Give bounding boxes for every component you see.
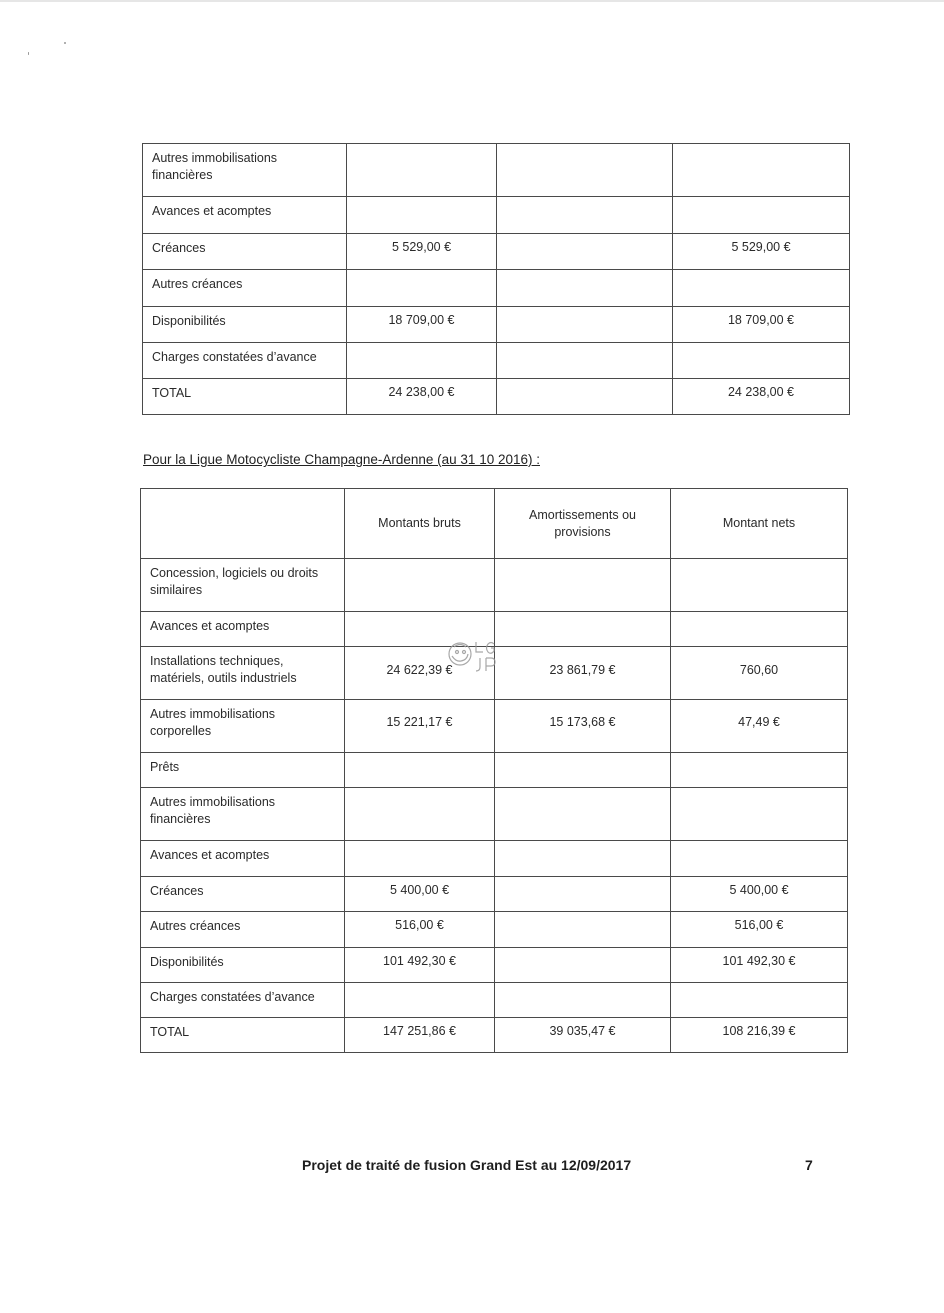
amort-cell bbox=[497, 307, 673, 343]
bruts-cell bbox=[347, 197, 497, 234]
bruts-cell: 101 492,30 € bbox=[345, 948, 495, 983]
bruts-cell bbox=[345, 753, 495, 788]
initials-stamp-icon bbox=[440, 636, 502, 676]
table-row bbox=[141, 983, 848, 1018]
nets-cell bbox=[671, 753, 848, 788]
table-row bbox=[141, 841, 848, 877]
table-row bbox=[141, 877, 848, 912]
row-label: Concession, logiciels ou droits similaires bbox=[141, 559, 345, 612]
amort-cell bbox=[497, 379, 673, 415]
page-number: 7 bbox=[805, 1157, 813, 1173]
row-label: Autres immobilisations financières bbox=[141, 788, 345, 841]
amort-cell bbox=[497, 144, 673, 197]
amort-cell bbox=[497, 197, 673, 234]
bruts-cell: 24 622,39 € bbox=[345, 647, 495, 700]
amort-cell bbox=[497, 343, 673, 379]
table-row bbox=[141, 753, 848, 788]
table-row bbox=[143, 270, 850, 307]
nets-cell: 108 216,39 € bbox=[671, 1018, 848, 1053]
nets-cell bbox=[673, 270, 850, 307]
table-row bbox=[141, 788, 848, 841]
balance-table-champagne-ardenne bbox=[140, 488, 848, 1053]
table-row bbox=[141, 948, 848, 983]
amort-cell bbox=[495, 877, 671, 912]
nets-cell: 516,00 € bbox=[671, 912, 848, 948]
scan-speck bbox=[28, 52, 29, 55]
bruts-cell: 15 221,17 € bbox=[345, 700, 495, 753]
row-label: TOTAL bbox=[141, 1018, 345, 1053]
table-row bbox=[143, 197, 850, 234]
amort-cell bbox=[495, 788, 671, 841]
table-row bbox=[141, 912, 848, 948]
table-row-total bbox=[141, 1018, 848, 1053]
table-row bbox=[143, 343, 850, 379]
nets-cell: 5 529,00 € bbox=[673, 234, 850, 270]
bruts-cell: 5 529,00 € bbox=[347, 234, 497, 270]
amort-cell bbox=[497, 270, 673, 307]
row-label: Autres créances bbox=[141, 912, 345, 948]
amort-cell bbox=[497, 234, 673, 270]
nets-cell bbox=[673, 144, 850, 197]
amort-cell bbox=[495, 983, 671, 1018]
row-label: Avances et acomptes bbox=[143, 197, 347, 234]
nets-cell: 760,60 bbox=[671, 647, 848, 700]
bruts-cell bbox=[345, 841, 495, 877]
page-top-edge bbox=[0, 0, 944, 2]
row-label: Charges constatées d’avance bbox=[141, 983, 345, 1018]
row-label: TOTAL bbox=[143, 379, 347, 415]
row-label: Avances et acomptes bbox=[141, 612, 345, 647]
bruts-cell: 147 251,86 € bbox=[345, 1018, 495, 1053]
nets-cell: 24 238,00 € bbox=[673, 379, 850, 415]
nets-cell bbox=[671, 788, 848, 841]
nets-cell bbox=[673, 197, 850, 234]
balance-table-continued bbox=[142, 143, 850, 415]
amort-cell: 39 035,47 € bbox=[495, 1018, 671, 1053]
table-row bbox=[143, 307, 850, 343]
row-label: Autres immobilisations corporelles bbox=[141, 700, 345, 753]
bruts-cell bbox=[345, 559, 495, 612]
row-label: Disponibilités bbox=[141, 948, 345, 983]
amort-cell bbox=[495, 841, 671, 877]
bruts-cell bbox=[347, 144, 497, 197]
amort-cell: 15 173,68 € bbox=[495, 700, 671, 753]
bruts-cell bbox=[345, 788, 495, 841]
nets-cell bbox=[671, 612, 848, 647]
table-row bbox=[141, 700, 848, 753]
table-row bbox=[141, 559, 848, 612]
nets-cell bbox=[673, 343, 850, 379]
row-label: Installations techniques, matériels, outils industriels bbox=[141, 647, 345, 700]
bruts-cell: 5 400,00 € bbox=[345, 877, 495, 912]
table-row-total bbox=[143, 379, 850, 415]
nets-cell: 101 492,30 € bbox=[671, 948, 848, 983]
row-label: Créances bbox=[141, 877, 345, 912]
nets-cell: 18 709,00 € bbox=[673, 307, 850, 343]
amort-cell: 23 861,79 € bbox=[495, 647, 671, 700]
amort-cell bbox=[495, 753, 671, 788]
amort-cell bbox=[495, 912, 671, 948]
bruts-cell bbox=[347, 343, 497, 379]
nets-cell bbox=[671, 559, 848, 612]
table-row bbox=[143, 144, 850, 197]
header-montant-nets: Montant nets bbox=[671, 489, 848, 559]
row-label: Charges constatées d’avance bbox=[143, 343, 347, 379]
nets-cell: 5 400,00 € bbox=[671, 877, 848, 912]
row-label: Avances et acomptes bbox=[141, 841, 345, 877]
nets-cell bbox=[671, 983, 848, 1018]
header-amortissements: Amortissements ou provisions bbox=[495, 489, 671, 559]
scan-speck bbox=[64, 42, 66, 44]
bruts-cell: 516,00 € bbox=[345, 912, 495, 948]
table-row bbox=[143, 234, 850, 270]
bruts-cell bbox=[345, 983, 495, 1018]
amort-cell bbox=[495, 612, 671, 647]
bruts-cell: 18 709,00 € bbox=[347, 307, 497, 343]
table-header-row bbox=[141, 489, 848, 559]
amort-cell bbox=[495, 559, 671, 612]
row-label: Prêts bbox=[141, 753, 345, 788]
nets-cell bbox=[671, 841, 848, 877]
footer-title: Projet de traité de fusion Grand Est au 12/09/2017 bbox=[302, 1157, 632, 1173]
row-label: Créances bbox=[143, 234, 347, 270]
bruts-cell bbox=[347, 270, 497, 307]
row-label: Autres immobilisations financières bbox=[143, 144, 347, 197]
amort-cell bbox=[495, 948, 671, 983]
bruts-cell: 24 238,00 € bbox=[347, 379, 497, 415]
row-label: Disponibilités bbox=[143, 307, 347, 343]
header-empty bbox=[141, 489, 345, 559]
nets-cell: 47,49 € bbox=[671, 700, 848, 753]
row-label: Autres créances bbox=[143, 270, 347, 307]
section-title: Pour la Ligue Motocycliste Champagne-Ardenne (au 31 10 2016) : bbox=[143, 452, 540, 467]
header-montants-bruts: Montants bruts bbox=[345, 489, 495, 559]
